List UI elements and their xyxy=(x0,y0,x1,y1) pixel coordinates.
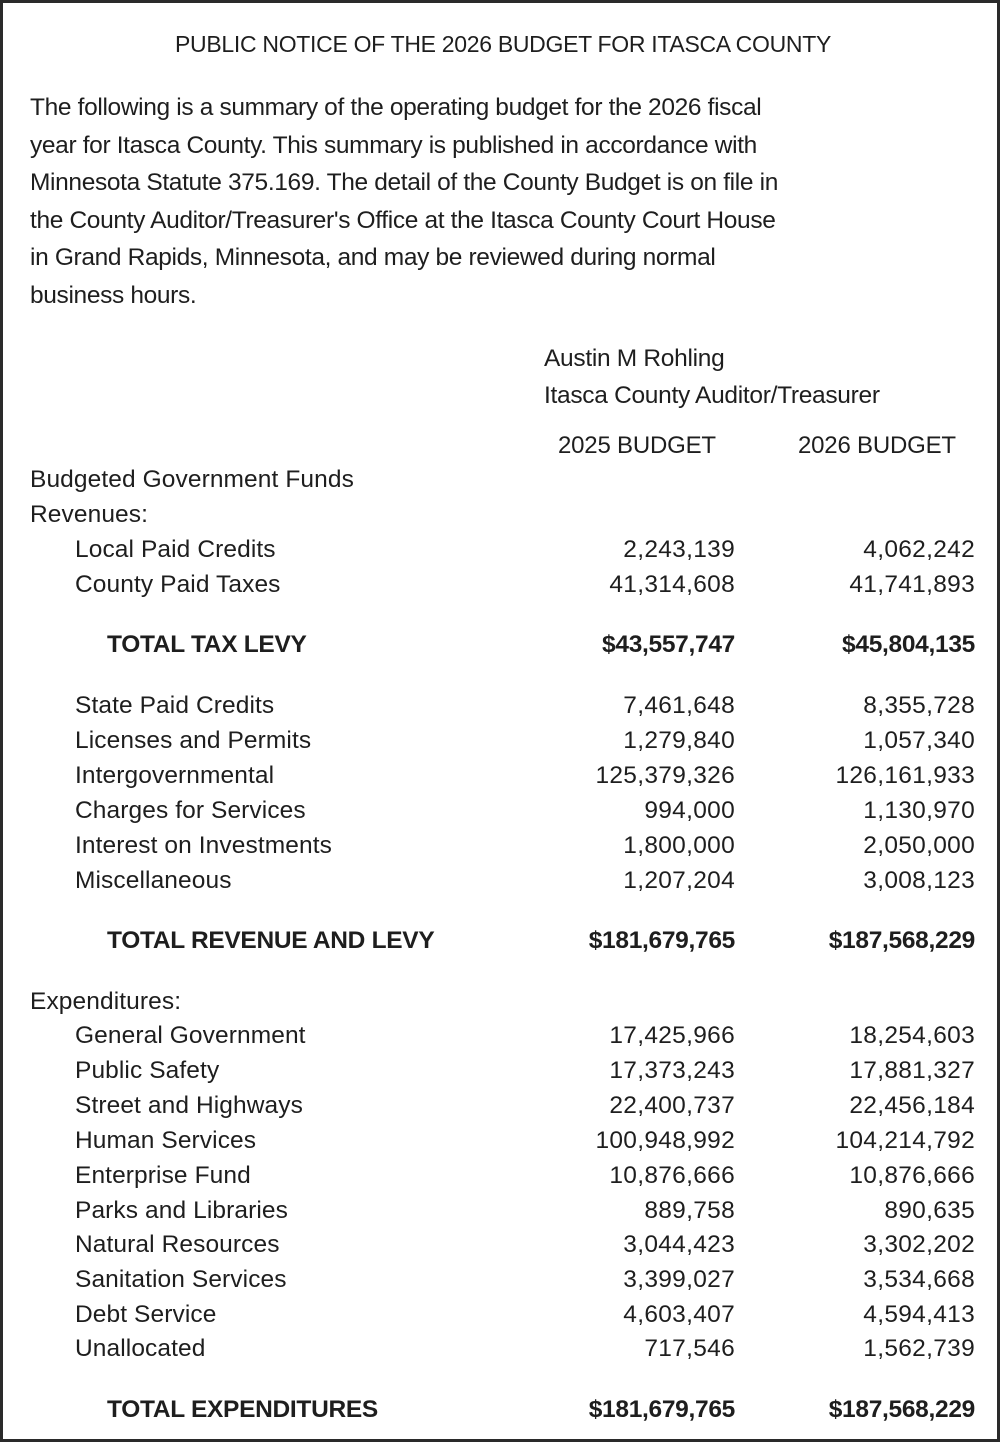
intro-line: business hours. xyxy=(30,281,197,309)
intro-paragraph xyxy=(30,89,960,314)
value-2026: 8,355,728 xyxy=(863,692,975,719)
value-2026: 10,876,666 xyxy=(849,1162,975,1189)
total-2026: $45,804,135 xyxy=(842,631,975,658)
row-label: County Paid Taxes xyxy=(75,571,281,598)
value-2026: 3,534,668 xyxy=(863,1266,975,1293)
value-2025: 1,279,840 xyxy=(623,727,735,754)
value-2026: 1,057,340 xyxy=(863,727,975,754)
total-2025: $181,679,765 xyxy=(588,1396,735,1423)
intro-line: the County Auditor/Treasurer's Office at the Itasca County Court House xyxy=(30,206,776,234)
value-2025: 22,400,737 xyxy=(609,1092,735,1119)
row-label: Enterprise Fund xyxy=(75,1162,251,1189)
value-2025: 3,044,423 xyxy=(623,1231,735,1258)
row-label: Sanitation Services xyxy=(75,1266,287,1293)
table-row xyxy=(3,759,1000,793)
table-row xyxy=(3,689,1000,723)
value-2025: 125,379,326 xyxy=(595,762,735,789)
value-2025: 7,461,648 xyxy=(623,692,735,719)
value-2025: 41,314,608 xyxy=(609,571,735,598)
row-label: Parks and Libraries xyxy=(75,1197,288,1224)
expenditures-heading: Expenditures: xyxy=(30,988,182,1015)
table-row xyxy=(3,1089,1000,1123)
revenues-heading-row xyxy=(3,498,1000,532)
intro-line: Minnesota Statute 375.169. The detail of the County Budget is on file in xyxy=(30,169,778,196)
total-revenue-and-levy-row xyxy=(3,924,1000,958)
total-2026: $187,568,229 xyxy=(828,927,975,954)
row-label: Unallocated xyxy=(75,1335,206,1362)
intro-line: in Grand Rapids, Minnesota, and may be reviewed during normal xyxy=(30,244,716,271)
total-label: TOTAL TAX LEVY xyxy=(107,631,307,658)
value-2026: 4,062,242 xyxy=(863,536,975,563)
table-row xyxy=(3,1298,1000,1332)
row-label: Natural Resources xyxy=(75,1231,280,1258)
value-2026: 126,161,933 xyxy=(835,762,975,789)
table-row xyxy=(3,724,1000,758)
value-2026: 1,130,970 xyxy=(863,797,975,824)
table-row xyxy=(3,1194,1000,1228)
table-row xyxy=(3,1054,1000,1088)
revenues-heading: Revenues: xyxy=(30,501,149,528)
signer-title: Itasca County Auditor/Treasurer xyxy=(544,382,880,409)
row-label: Miscellaneous xyxy=(75,867,232,894)
value-2025: 4,603,407 xyxy=(623,1301,735,1328)
total-label: TOTAL EXPENDITURES xyxy=(107,1396,378,1423)
intro-line: year for Itasca County. This summary is published in accordance with xyxy=(30,131,757,159)
notice-title: PUBLIC NOTICE OF THE 2026 BUDGET FOR ITASCA COUNTY xyxy=(175,31,831,57)
row-label: State Paid Credits xyxy=(75,692,275,719)
value-2025: 100,948,992 xyxy=(595,1127,735,1154)
value-2026: 2,050,000 xyxy=(863,832,975,859)
value-2026: 3,008,123 xyxy=(863,867,975,894)
total-2026: $187,568,229 xyxy=(828,1396,975,1423)
value-2025: 1,207,204 xyxy=(623,867,735,894)
row-label: Street and Highways xyxy=(75,1092,303,1119)
table-row xyxy=(3,568,1000,602)
table-row xyxy=(3,1332,1000,1366)
total-2025: $43,557,747 xyxy=(602,631,735,658)
row-label: Public Safety xyxy=(75,1057,220,1084)
column-header-2025: 2025 BUDGET xyxy=(558,432,716,459)
table-row xyxy=(3,1019,1000,1053)
value-2025: 1,800,000 xyxy=(623,832,735,859)
value-2025: 994,000 xyxy=(644,797,735,824)
value-2026: 41,741,893 xyxy=(849,571,975,598)
signer-name: Austin M Rohling xyxy=(544,345,725,372)
total-label: TOTAL REVENUE AND LEVY xyxy=(107,927,435,954)
expenditures-heading-row xyxy=(3,985,1000,1019)
value-2026: 104,214,792 xyxy=(835,1127,975,1154)
table-row xyxy=(3,1228,1000,1262)
intro-line: The following is a summary of the operating budget for the 2026 fiscal xyxy=(30,94,762,121)
value-2025: 717,546 xyxy=(644,1335,735,1362)
column-header-2026: 2026 BUDGET xyxy=(798,432,956,459)
total-expenditures-row xyxy=(3,1393,1000,1427)
row-label: Charges for Services xyxy=(75,797,306,824)
row-label: Interest on Investments xyxy=(75,832,332,859)
table-row xyxy=(3,533,1000,567)
section-heading-row xyxy=(3,463,1000,497)
table-row xyxy=(3,1263,1000,1297)
table-row xyxy=(3,794,1000,828)
row-label: Licenses and Permits xyxy=(75,727,312,754)
value-2025: 10,876,666 xyxy=(609,1162,735,1189)
value-2026: 18,254,603 xyxy=(849,1022,975,1049)
row-label: General Government xyxy=(75,1022,306,1049)
value-2025: 2,243,139 xyxy=(623,536,735,563)
total-tax-levy-row xyxy=(3,628,1000,662)
row-label: Human Services xyxy=(75,1127,257,1154)
table-row xyxy=(3,864,1000,898)
table-row xyxy=(3,1159,1000,1193)
value-2026: 4,594,413 xyxy=(863,1301,975,1328)
value-2025: 17,373,243 xyxy=(609,1057,735,1084)
total-2025: $181,679,765 xyxy=(588,927,735,954)
row-label: Debt Service xyxy=(75,1301,217,1328)
value-2026: 22,456,184 xyxy=(849,1092,975,1119)
table-row xyxy=(3,1124,1000,1158)
value-2025: 17,425,966 xyxy=(609,1022,735,1049)
value-2025: 3,399,027 xyxy=(623,1266,735,1293)
value-2026: 17,881,327 xyxy=(849,1057,975,1084)
value-2025: 889,758 xyxy=(644,1197,735,1224)
table-row xyxy=(3,829,1000,863)
row-label: Local Paid Credits xyxy=(75,536,276,563)
value-2026: 890,635 xyxy=(884,1197,975,1224)
value-2026: 1,562,739 xyxy=(863,1335,975,1362)
section-heading: Budgeted Government Funds xyxy=(30,466,354,493)
row-label: Intergovernmental xyxy=(75,762,275,789)
value-2026: 3,302,202 xyxy=(863,1231,975,1258)
